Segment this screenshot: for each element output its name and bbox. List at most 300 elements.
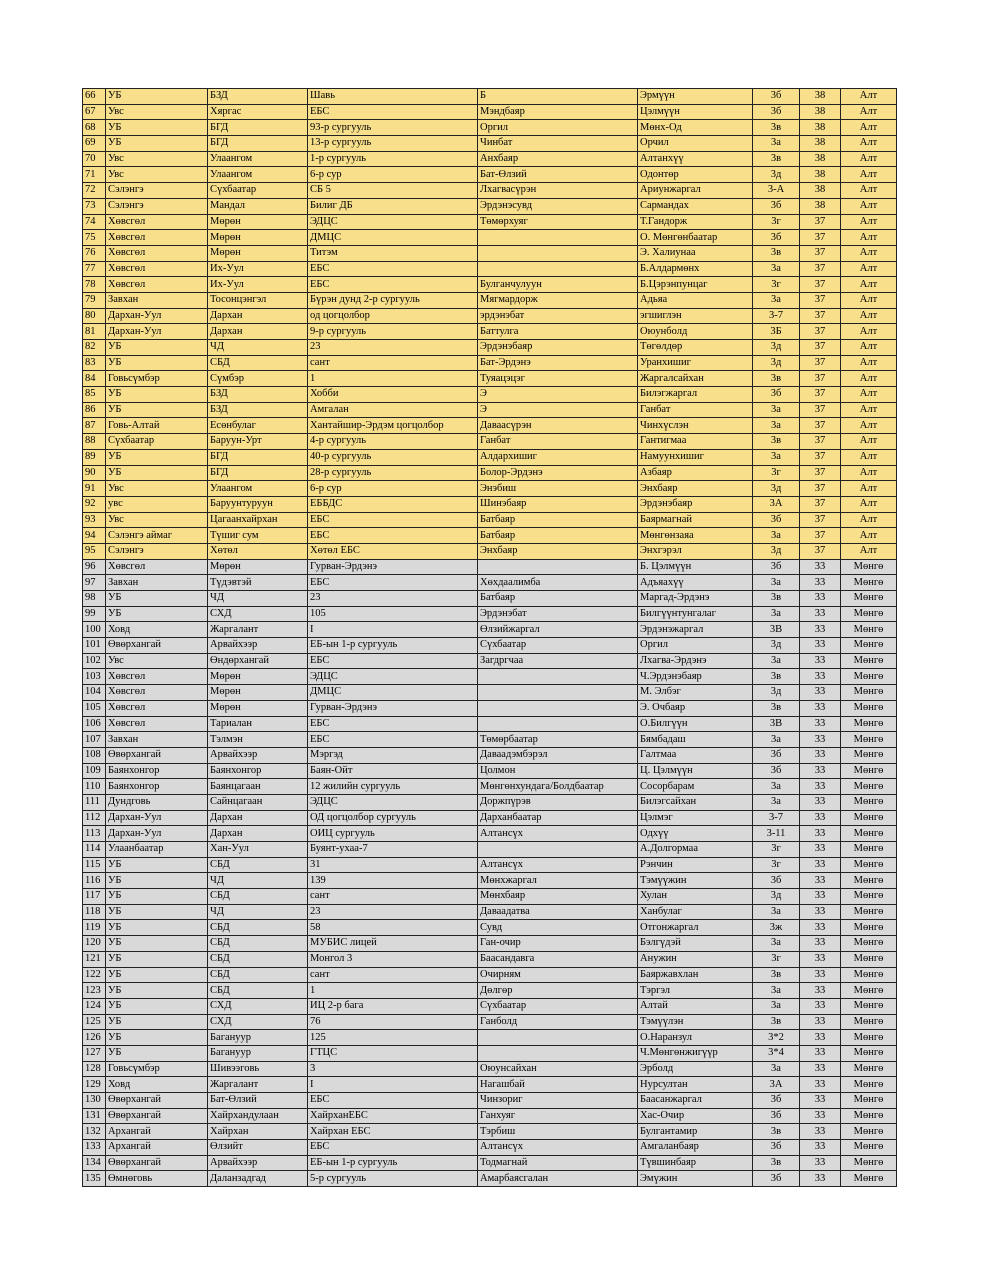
grade-cell: 3а — [753, 402, 800, 418]
district-cell: Шивээговь — [208, 1061, 308, 1077]
row-number: 77 — [83, 261, 106, 277]
student-cell: Булгантамир — [638, 1124, 753, 1140]
school-cell: СБ 5 — [308, 183, 478, 199]
row-number: 125 — [83, 1014, 106, 1030]
medal-cell: Алт — [841, 387, 897, 403]
grade-cell: 3г — [753, 951, 800, 967]
row-number: 84 — [83, 371, 106, 387]
province-cell: Хөвсгөл — [106, 214, 208, 230]
table-row — [83, 763, 897, 779]
medal-cell: Алт — [841, 496, 897, 512]
row-number: 81 — [83, 324, 106, 340]
medal-cell: Алт — [841, 308, 897, 324]
district-cell: Тосонцэнгэл — [208, 292, 308, 308]
teacher-cell: Мөнхбаяр — [478, 889, 638, 905]
student-cell: Энхбаяр — [638, 481, 753, 497]
score-cell: 33 — [800, 842, 841, 858]
school-cell: ЕБС — [308, 277, 478, 293]
score-cell: 37 — [800, 402, 841, 418]
student-cell: Түвшинбаяр — [638, 1155, 753, 1171]
grade-cell: 3в — [753, 434, 800, 450]
school-cell: ЭДЦС — [308, 214, 478, 230]
school-cell: ЕБС — [308, 528, 478, 544]
district-cell: СХД — [208, 998, 308, 1014]
student-cell: Баасанжаргал — [638, 1093, 753, 1109]
score-cell: 33 — [800, 998, 841, 1014]
district-cell: ЧД — [208, 904, 308, 920]
table-row — [83, 669, 897, 685]
district-cell: Баруунтуруун — [208, 496, 308, 512]
district-cell: Мөрөн — [208, 700, 308, 716]
district-cell: Улаангом — [208, 151, 308, 167]
school-cell: ХайрханЕБС — [308, 1108, 478, 1124]
district-cell: Жаргалант — [208, 622, 308, 638]
score-cell: 33 — [800, 810, 841, 826]
district-cell: Мөрөн — [208, 214, 308, 230]
score-cell: 33 — [800, 700, 841, 716]
district-cell: СБД — [208, 983, 308, 999]
school-cell: Хантайшир-Эрдэм цогцолбор — [308, 418, 478, 434]
medal-cell: Мөнгө — [841, 951, 897, 967]
student-cell: Алтай — [638, 998, 753, 1014]
score-cell: 33 — [800, 826, 841, 842]
table-row — [83, 355, 897, 371]
district-cell: Их-Уул — [208, 277, 308, 293]
teacher-cell: Оюунсайхан — [478, 1061, 638, 1077]
score-cell: 37 — [800, 277, 841, 293]
row-number: 107 — [83, 732, 106, 748]
student-cell: Э. Халиунаа — [638, 245, 753, 261]
grade-cell: 3г — [753, 277, 800, 293]
score-cell: 33 — [800, 920, 841, 936]
table-row — [83, 434, 897, 450]
teacher-cell: Мөнгөнхундага/Болдбаатар — [478, 779, 638, 795]
row-number: 78 — [83, 277, 106, 293]
grade-cell: 3В — [753, 622, 800, 638]
medal-cell: Мөнгө — [841, 920, 897, 936]
grade-cell: 3б — [753, 387, 800, 403]
table-row — [83, 983, 897, 999]
medal-cell: Алт — [841, 120, 897, 136]
medal-cell: Мөнгө — [841, 810, 897, 826]
row-number: 129 — [83, 1077, 106, 1093]
student-cell: Тэмүүлэн — [638, 1014, 753, 1030]
province-cell: Дархан-Уул — [106, 826, 208, 842]
row-number: 93 — [83, 512, 106, 528]
medal-cell: Мөнгө — [841, 763, 897, 779]
province-cell: Архангай — [106, 1140, 208, 1156]
table-row — [83, 543, 897, 559]
row-number: 130 — [83, 1093, 106, 1109]
medal-cell: Алт — [841, 167, 897, 183]
row-number: 98 — [83, 591, 106, 607]
student-cell: Төгөлдөр — [638, 340, 753, 356]
teacher-cell: Энэбиш — [478, 481, 638, 497]
student-cell: Баярмагнай — [638, 512, 753, 528]
school-cell: сант — [308, 355, 478, 371]
province-cell: Хөвсгөл — [106, 261, 208, 277]
district-cell: БЗД — [208, 89, 308, 105]
medal-cell: Мөнгө — [841, 842, 897, 858]
teacher-cell: Алтансүх — [478, 1140, 638, 1156]
grade-cell: 3Б — [753, 324, 800, 340]
province-cell: Улаанбаатар — [106, 842, 208, 858]
medal-cell: Мөнгө — [841, 857, 897, 873]
student-cell: Б.Алдармөнх — [638, 261, 753, 277]
score-cell: 37 — [800, 308, 841, 324]
table-row — [83, 842, 897, 858]
school-cell: Гурван-Эрдэнэ — [308, 700, 478, 716]
student-cell: Ханбулаг — [638, 904, 753, 920]
school-cell: 3 — [308, 1061, 478, 1077]
district-cell: Баянхонгор — [208, 763, 308, 779]
teacher-cell: Сувд — [478, 920, 638, 936]
grade-cell: 3д — [753, 340, 800, 356]
teacher-cell: Мөнхжаргал — [478, 873, 638, 889]
row-number: 100 — [83, 622, 106, 638]
teacher-cell: Туяацэцэг — [478, 371, 638, 387]
medal-cell: Алт — [841, 214, 897, 230]
district-cell: Баянцагаан — [208, 779, 308, 795]
medal-cell: Мөнгө — [841, 1030, 897, 1046]
school-cell: 23 — [308, 591, 478, 607]
province-cell: Увс — [106, 167, 208, 183]
district-cell: Дархан — [208, 324, 308, 340]
school-cell: ЕБС — [308, 575, 478, 591]
province-cell: УБ — [106, 136, 208, 152]
school-cell: 28-р сургууль — [308, 465, 478, 481]
district-cell: Цагаанхайрхан — [208, 512, 308, 528]
province-cell: Дундговь — [106, 794, 208, 810]
table-row — [83, 1045, 897, 1061]
medal-cell: Алт — [841, 104, 897, 120]
table-row — [83, 151, 897, 167]
grade-cell: 3А — [753, 496, 800, 512]
district-cell: Хяргас — [208, 104, 308, 120]
medal-cell: Алт — [841, 198, 897, 214]
student-cell: Хулан — [638, 889, 753, 905]
grade-cell: 3г — [753, 857, 800, 873]
score-cell: 33 — [800, 685, 841, 701]
province-cell: УБ — [106, 873, 208, 889]
student-cell: Адъяахүү — [638, 575, 753, 591]
row-number: 86 — [83, 402, 106, 418]
province-cell: УБ — [106, 120, 208, 136]
province-cell: Дархан-Уул — [106, 810, 208, 826]
grade-cell: 3в — [753, 371, 800, 387]
medal-cell: Алт — [841, 183, 897, 199]
province-cell: УБ — [106, 1045, 208, 1061]
school-cell: ЕБС — [308, 653, 478, 669]
grade-cell: 3б — [753, 512, 800, 528]
school-cell: ЕБ-ын 1-р сургууль — [308, 638, 478, 654]
student-cell: А.Долгормаа — [638, 842, 753, 858]
teacher-cell: Даваадэмбэрэл — [478, 747, 638, 763]
school-cell: 105 — [308, 606, 478, 622]
table-row — [83, 465, 897, 481]
row-number: 133 — [83, 1140, 106, 1156]
score-cell: 37 — [800, 496, 841, 512]
teacher-cell: Цолмон — [478, 763, 638, 779]
score-cell: 33 — [800, 1045, 841, 1061]
district-cell: Арвайхээр — [208, 747, 308, 763]
student-cell: Рэнчин — [638, 857, 753, 873]
teacher-cell: Доржпүрэв — [478, 794, 638, 810]
row-number: 117 — [83, 889, 106, 905]
row-number: 79 — [83, 292, 106, 308]
table-row — [83, 1124, 897, 1140]
district-cell: Дархан — [208, 810, 308, 826]
score-cell: 37 — [800, 449, 841, 465]
row-number: 106 — [83, 716, 106, 732]
school-cell: ЕБС — [308, 1140, 478, 1156]
medal-cell: Алт — [841, 543, 897, 559]
row-number: 119 — [83, 920, 106, 936]
row-number: 73 — [83, 198, 106, 214]
district-cell: Мөрөн — [208, 245, 308, 261]
grade-cell: 3в — [753, 151, 800, 167]
teacher-cell: Эрдэнэсувд — [478, 198, 638, 214]
province-cell: Говь-Алтай — [106, 418, 208, 434]
district-cell: СБД — [208, 951, 308, 967]
table-row — [83, 1061, 897, 1077]
medal-cell: Алт — [841, 481, 897, 497]
student-cell: О.Наранзул — [638, 1030, 753, 1046]
score-cell: 37 — [800, 418, 841, 434]
medal-cell: Мөнгө — [841, 700, 897, 716]
teacher-cell: Оргил — [478, 120, 638, 136]
grade-cell: 3д — [753, 481, 800, 497]
score-cell: 33 — [800, 951, 841, 967]
district-cell: Баруун-Урт — [208, 434, 308, 450]
score-cell: 37 — [800, 340, 841, 356]
student-cell: Э. Очбаяр — [638, 700, 753, 716]
medal-cell: Мөнгө — [841, 873, 897, 889]
teacher-cell — [478, 700, 638, 716]
row-number: 90 — [83, 465, 106, 481]
province-cell: Өвөрхангай — [106, 1108, 208, 1124]
school-cell: Мэргэд — [308, 747, 478, 763]
district-cell: Багануур — [208, 1030, 308, 1046]
province-cell: УБ — [106, 89, 208, 105]
province-cell: УБ — [106, 1030, 208, 1046]
score-cell: 38 — [800, 136, 841, 152]
teacher-cell: Батбаяр — [478, 528, 638, 544]
district-cell: Бат-Өлзий — [208, 1093, 308, 1109]
district-cell: Мөрөн — [208, 669, 308, 685]
district-cell: Улаангом — [208, 481, 308, 497]
teacher-cell: Сүхбаатар — [478, 998, 638, 1014]
student-cell: Ариунжаргал — [638, 183, 753, 199]
score-cell: 33 — [800, 936, 841, 952]
province-cell: УБ — [106, 983, 208, 999]
score-cell: 33 — [800, 606, 841, 622]
medal-cell: Алт — [841, 434, 897, 450]
district-cell: Сүмбэр — [208, 371, 308, 387]
row-number: 115 — [83, 857, 106, 873]
district-cell: Өлзийт — [208, 1140, 308, 1156]
score-cell: 33 — [800, 1140, 841, 1156]
province-cell: Говьсүмбэр — [106, 1061, 208, 1077]
teacher-cell: Чинбат — [478, 136, 638, 152]
medal-cell: Алт — [841, 449, 897, 465]
teacher-cell: Тэрбиш — [478, 1124, 638, 1140]
grade-cell: 3а — [753, 292, 800, 308]
score-cell: 33 — [800, 591, 841, 607]
school-cell: 12 жилийн сургууль — [308, 779, 478, 795]
medal-cell: Алт — [841, 292, 897, 308]
student-cell: Хас-Очир — [638, 1108, 753, 1124]
table-row — [83, 387, 897, 403]
medal-cell: Мөнгө — [841, 653, 897, 669]
school-cell: Монгол 3 — [308, 951, 478, 967]
grade-cell: 3в — [753, 245, 800, 261]
student-cell: Оюунболд — [638, 324, 753, 340]
teacher-cell: Мэндбаяр — [478, 104, 638, 120]
province-cell: УБ — [106, 591, 208, 607]
medal-cell: Алт — [841, 151, 897, 167]
school-cell: 125 — [308, 1030, 478, 1046]
province-cell: УБ — [106, 857, 208, 873]
school-cell: Хайрхан ЕБС — [308, 1124, 478, 1140]
district-cell: БЗД — [208, 402, 308, 418]
student-cell: Мөнгөнзаяа — [638, 528, 753, 544]
medal-cell: Мөнгө — [841, 575, 897, 591]
medal-cell: Алт — [841, 261, 897, 277]
student-cell: Оргил — [638, 638, 753, 654]
medal-cell: Мөнгө — [841, 591, 897, 607]
table-row — [83, 638, 897, 654]
district-cell: СХД — [208, 606, 308, 622]
province-cell: Өвөрхангай — [106, 747, 208, 763]
district-cell: СБД — [208, 967, 308, 983]
province-cell: Дархан-Уул — [106, 308, 208, 324]
score-cell: 33 — [800, 575, 841, 591]
school-cell: сант — [308, 967, 478, 983]
province-cell: Сэлэнгэ — [106, 198, 208, 214]
teacher-cell: Шинэбаяр — [478, 496, 638, 512]
teacher-cell: Чинзориг — [478, 1093, 638, 1109]
score-cell: 38 — [800, 89, 841, 105]
score-cell: 37 — [800, 543, 841, 559]
table-row — [83, 779, 897, 795]
grade-cell: 3а — [753, 449, 800, 465]
province-cell: Хөвсгөл — [106, 716, 208, 732]
teacher-cell: Дөлгөр — [478, 983, 638, 999]
grade-cell: 3в — [753, 700, 800, 716]
teacher-cell: эрдэнэбат — [478, 308, 638, 324]
medal-cell: Мөнгө — [841, 606, 897, 622]
district-cell: Их-Уул — [208, 261, 308, 277]
school-cell: Шавь — [308, 89, 478, 105]
table-row — [83, 889, 897, 905]
grade-cell: 3а — [753, 136, 800, 152]
district-cell: Хайрхан — [208, 1124, 308, 1140]
province-cell: Увс — [106, 481, 208, 497]
score-cell: 33 — [800, 653, 841, 669]
province-cell: Дархан-Уул — [106, 324, 208, 340]
table-row — [83, 1155, 897, 1171]
row-number: 85 — [83, 387, 106, 403]
score-cell: 33 — [800, 983, 841, 999]
grade-cell: 3-А — [753, 183, 800, 199]
medal-cell: Алт — [841, 136, 897, 152]
district-cell: СБД — [208, 355, 308, 371]
row-number: 103 — [83, 669, 106, 685]
student-cell: Бямбадаш — [638, 732, 753, 748]
student-cell: Жаргалсайхан — [638, 371, 753, 387]
row-number: 96 — [83, 559, 106, 575]
grade-cell: 3б — [753, 89, 800, 105]
medal-cell: Мөнгө — [841, 559, 897, 575]
score-cell: 37 — [800, 387, 841, 403]
medal-cell: Мөнгө — [841, 967, 897, 983]
grade-cell: 3г — [753, 465, 800, 481]
province-cell: УБ — [106, 387, 208, 403]
teacher-cell: Даваасүрэн — [478, 418, 638, 434]
province-cell: УБ — [106, 951, 208, 967]
province-cell: Хөвсгөл — [106, 277, 208, 293]
school-cell: 4-р сургууль — [308, 434, 478, 450]
teacher-cell: Батбаяр — [478, 512, 638, 528]
score-cell: 33 — [800, 1014, 841, 1030]
province-cell: Баянхонгор — [106, 763, 208, 779]
score-cell: 37 — [800, 371, 841, 387]
medal-cell: Мөнгө — [841, 983, 897, 999]
medal-cell: Мөнгө — [841, 638, 897, 654]
medal-cell: Алт — [841, 324, 897, 340]
student-cell: Билэгсайхан — [638, 794, 753, 810]
school-cell: Билиг ДБ — [308, 198, 478, 214]
student-cell: Эрболд — [638, 1061, 753, 1077]
teacher-cell: Эрдэнэбаяр — [478, 340, 638, 356]
score-cell: 38 — [800, 183, 841, 199]
grade-cell: 3в — [753, 669, 800, 685]
school-cell: Баян-Ойт — [308, 763, 478, 779]
score-cell: 33 — [800, 1155, 841, 1171]
grade-cell: 3а — [753, 998, 800, 1014]
row-number: 88 — [83, 434, 106, 450]
province-cell: Өвөрхангай — [106, 1155, 208, 1171]
province-cell: Хөвсгөл — [106, 685, 208, 701]
row-number: 116 — [83, 873, 106, 889]
grade-cell: 3б — [753, 230, 800, 246]
teacher-cell: Хөхдаалимба — [478, 575, 638, 591]
table-row — [83, 936, 897, 952]
score-cell: 33 — [800, 1061, 841, 1077]
score-cell: 37 — [800, 355, 841, 371]
score-cell: 33 — [800, 747, 841, 763]
medal-cell: Алт — [841, 340, 897, 356]
school-cell: ЕБС — [308, 104, 478, 120]
district-cell: Тэлмэн — [208, 732, 308, 748]
table-row — [83, 183, 897, 199]
medal-cell: Алт — [841, 528, 897, 544]
grade-cell: 3б — [753, 763, 800, 779]
table-row — [83, 340, 897, 356]
score-cell: 33 — [800, 779, 841, 795]
student-cell: Ганбат — [638, 402, 753, 418]
table-row — [83, 622, 897, 638]
district-cell: Дархан — [208, 826, 308, 842]
row-number: 110 — [83, 779, 106, 795]
teacher-cell — [478, 716, 638, 732]
grade-cell: 3а — [753, 1061, 800, 1077]
score-cell: 38 — [800, 120, 841, 136]
medal-cell: Мөнгө — [841, 685, 897, 701]
student-cell: Алтанхүү — [638, 151, 753, 167]
medal-cell: Мөнгө — [841, 1140, 897, 1156]
